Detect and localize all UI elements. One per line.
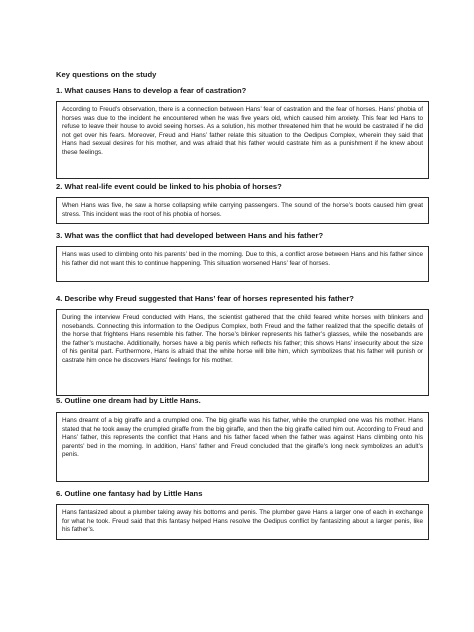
answer-box-5: Hans dreamt of a big giraffe and a crumpled one. The big giraffe was his father, while the crumpled one was his mother. Hans stated that he took away the crumpled giraffe from the big giraffe, and then the big giraffe called him out. According to Freud and Hans’ father, this represents the conflict that Hans and his father faced when the father was against Hans climbing onto his parents’ bed in the morning. In addition, Hans’ father and Freud concluded that the giraffe’s long neck symbolizes an adult’s penis.: [56, 412, 429, 482]
answer-box-2: When Hans was five, he saw a horse collapsing while carrying passengers. The sound of the horse’s boots caused him great stress. This incident was the root of his phobia of horses.: [56, 197, 429, 224]
answer-box-1: According to Freud’s observation, there is a connection between Hans’ fear of castration and the fear of horses. Hans’ phobia of horses was due to the incident he encountered when he was five years old, which caused him anxiety. This fear led Hans to refuse to leave their house to avoid seeing horses. As a solution, his mother threatened him that he would be castrated if he did not get over his fears. Moreover, Freud and Hans’ father relate this situation to the Oedipus Complex, wherein they said that Hans had sexual desires for his mother, and was afraid that his father would castrate him as a punishment if he knew about these feelings.: [56, 101, 429, 179]
answer-box-6: Hans fantasized about a plumber taking away his bottoms and penis. The plumber gave Hans a larger one of each in exchange for what he took. Freud said that this fantasy helped Hans resolve the Oedipus conflict by fantasizing about a larger penis, like his father’s.: [56, 504, 429, 540]
question-5: 5. Outline one dream had by Little Hans.: [56, 396, 201, 405]
question-1: 1. What causes Hans to develop a fear of castration?: [56, 86, 247, 95]
question-2: 2. What real-life event could be linked to his phobia of horses?: [56, 182, 282, 191]
question-4: 4. Describe why Freud suggested that Hans’ fear of horses represented his father?: [56, 294, 354, 303]
question-3: 3. What was the conflict that had developed between Hans and his father?: [56, 231, 324, 240]
answer-box-3: Hans was used to climbing onto his parents’ bed in the morning. Due to this, a conflict arose between Hans and his father since his father did not want this to continue happening. This situation worsened Hans’ fear of horses.: [56, 246, 429, 282]
answer-box-4: During the interview Freud conducted with Hans, the scientist gathered that the child feared white horses with blinkers and nosebands. Connecting this information to the Oedipus Complex, both Freud and the father realized that the specific details of the horse that frightens Hans resemble his father. The horse’s blinker represents his father’s glasses, while the nosebands are the father’s mustache. Additionally, horses have a big penis which reflects his father; this shows Hans’ insecurity about the size of his genital part. Furthermore, Hans is afraid that the white horse will bite him, which symbolizes that his father will punish or castrate him once he discovers Hans’ feelings for his mother.: [56, 309, 429, 396]
page-heading: Key questions on the study: [56, 70, 157, 79]
question-6: 6. Outline one fantasy had by Little Hans: [56, 489, 203, 498]
